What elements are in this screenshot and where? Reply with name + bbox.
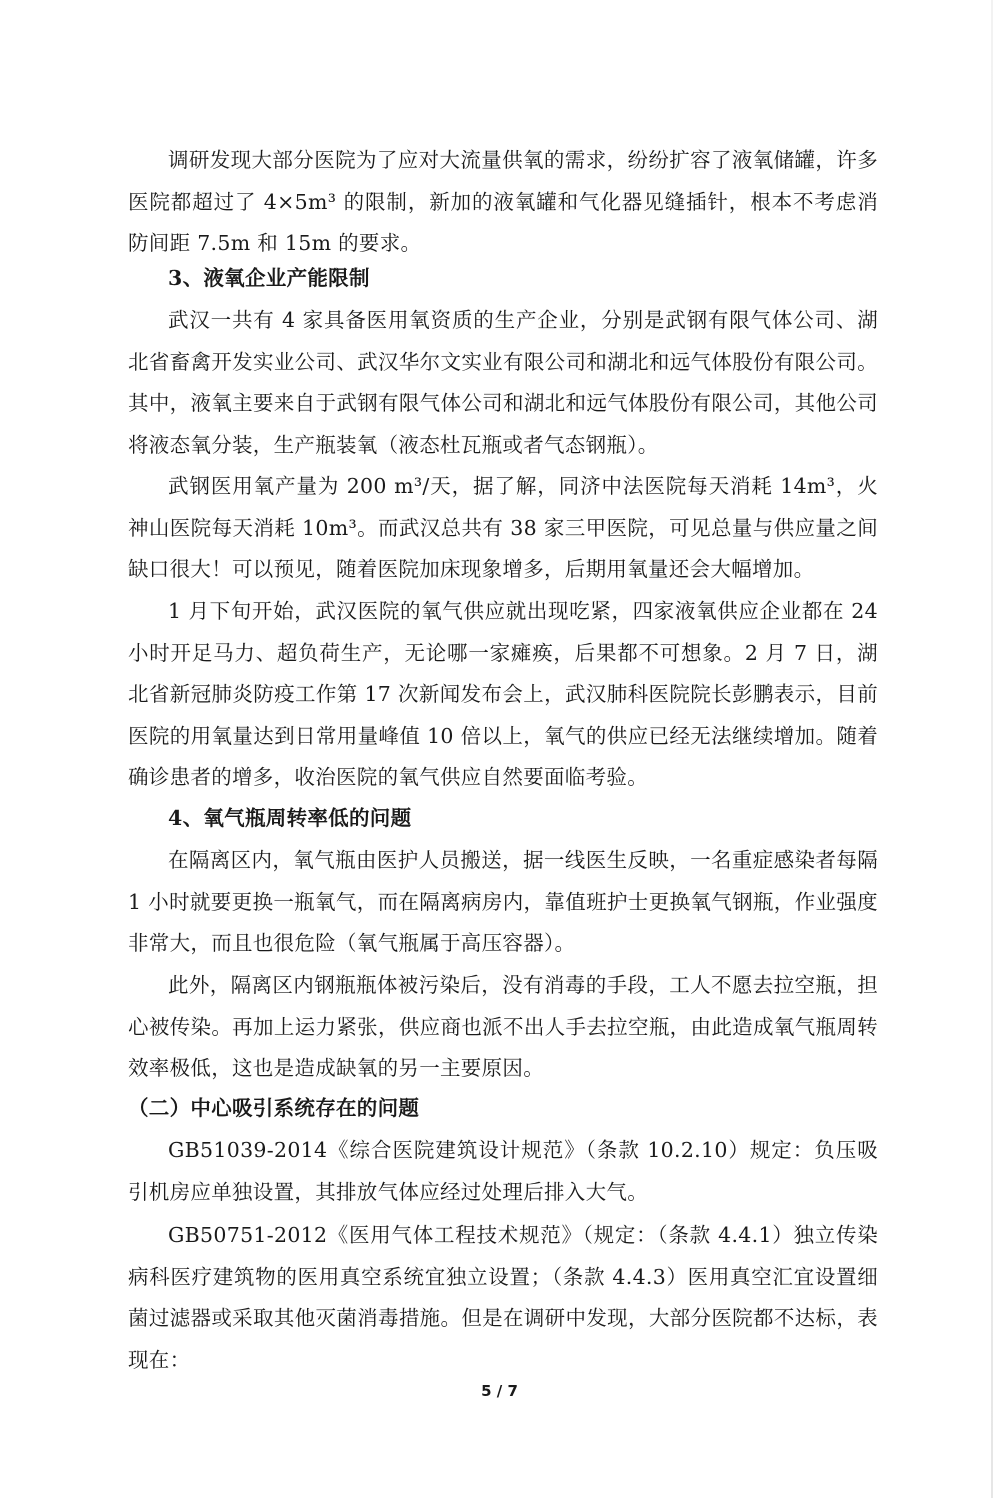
section-heading-central-suction: （二）中心吸引系统存在的问题	[128, 1096, 420, 1120]
paragraph-cylinder-turnover: 此外，隔离区内钢瓶瓶体被污染后，没有消毒的手段，工人不愿去拉空瓶，担心被传染。再加上运力紧张，供应商也派不出人手去拉空瓶，由此造成氧气瓶周转效率极低，这也是造成缺氧的另一主要原因。	[128, 973, 878, 1080]
section-heading-3: 3、液氧企业产能限制	[168, 266, 370, 290]
paragraph-liquid-oxygen-expansion: 调研发现大部分医院为了应对大流量供氧的需求，纷纷扩容了液氧储罐，许多医院都超过了 4×5m³ 的限制，新加的液氧罐和气化器见缝插针，根本不考虑消防间距 7.5m 和 15m 的要求。	[128, 148, 878, 255]
paragraph-isolation-ward: 在隔离区内，氧气瓶由医护人员搬送，据一线医生反映，一名重症感染者每隔 1 小时就要更换一瓶氧气，而在隔离病房内，靠值班护士更换氧气钢瓶，作业强度非常大，而且也很危险（氧气瓶属于高压容器）。	[128, 848, 878, 955]
section-heading-4: 4、氧气瓶周转率低的问题	[168, 806, 412, 830]
paragraph-producers: 武汉一共有 4 家具备医用氧资质的生产企业，分别是武钢有限气体公司、湖北省畜禽开发实业公司、武汉华尔文实业有限公司和湖北和远气体股份有限公司。其中，液氧主要来自于武钢有限气体公司和湖北和远气体股份有限公司，其他公司将液态氧分装，生产瓶装氧（液态杜瓦瓶或者气态钢瓶）。	[128, 308, 878, 457]
paragraph-gb50751: GB50751-2012《医用气体工程技术规范》（规定：（条款 4.4.1）独立传染病科医疗建筑物的医用真空系统宜独立设置；（条款 4.4.3）医用真空汇宜设置细菌过滤器或采取其他灭菌消毒措施。但是在调研中发现，大部分医院都不达标，表现在：	[128, 1223, 878, 1372]
paragraph-gb51039: GB51039-2014《综合医院建筑设计规范》（条款 10.2.10）规定：负压吸引机房应单独设置，其排放气体应经过处理后排入大气。	[128, 1138, 878, 1204]
paragraph-supply-shortage: 1 月下旬开始，武汉医院的氧气供应就出现吃紧，四家液氧供应企业都在 24 小时开足马力、超负荷生产，无论哪一家瘫痪，后果都不可想象。2 月 7 日，湖北省新冠肺炎防疫工作第 17 次新闻发布会上，武汉肺科医院院长彭鹏表示，目前医院的用氧量达到日常用量峰值 10 倍以上，氧气的供应已经无法继续增加。随着确诊患者的增多，收治医院的氧气供应自然要面临考验。	[128, 599, 878, 789]
scan-edge-shadow	[991, 0, 993, 1498]
paragraph-production-capacity: 武钢医用氧产量为 200 m³/天，据了解，同济中法医院每天消耗 14m³，火神山医院每天消耗 10m³。而武汉总共有 38 家三甲医院，可见总量与供应量之间缺口很大！可以预见，随着医院加床现象增多，后期用氧量还会大幅增加。	[128, 474, 878, 581]
page-number: 5 / 7	[481, 1382, 518, 1400]
